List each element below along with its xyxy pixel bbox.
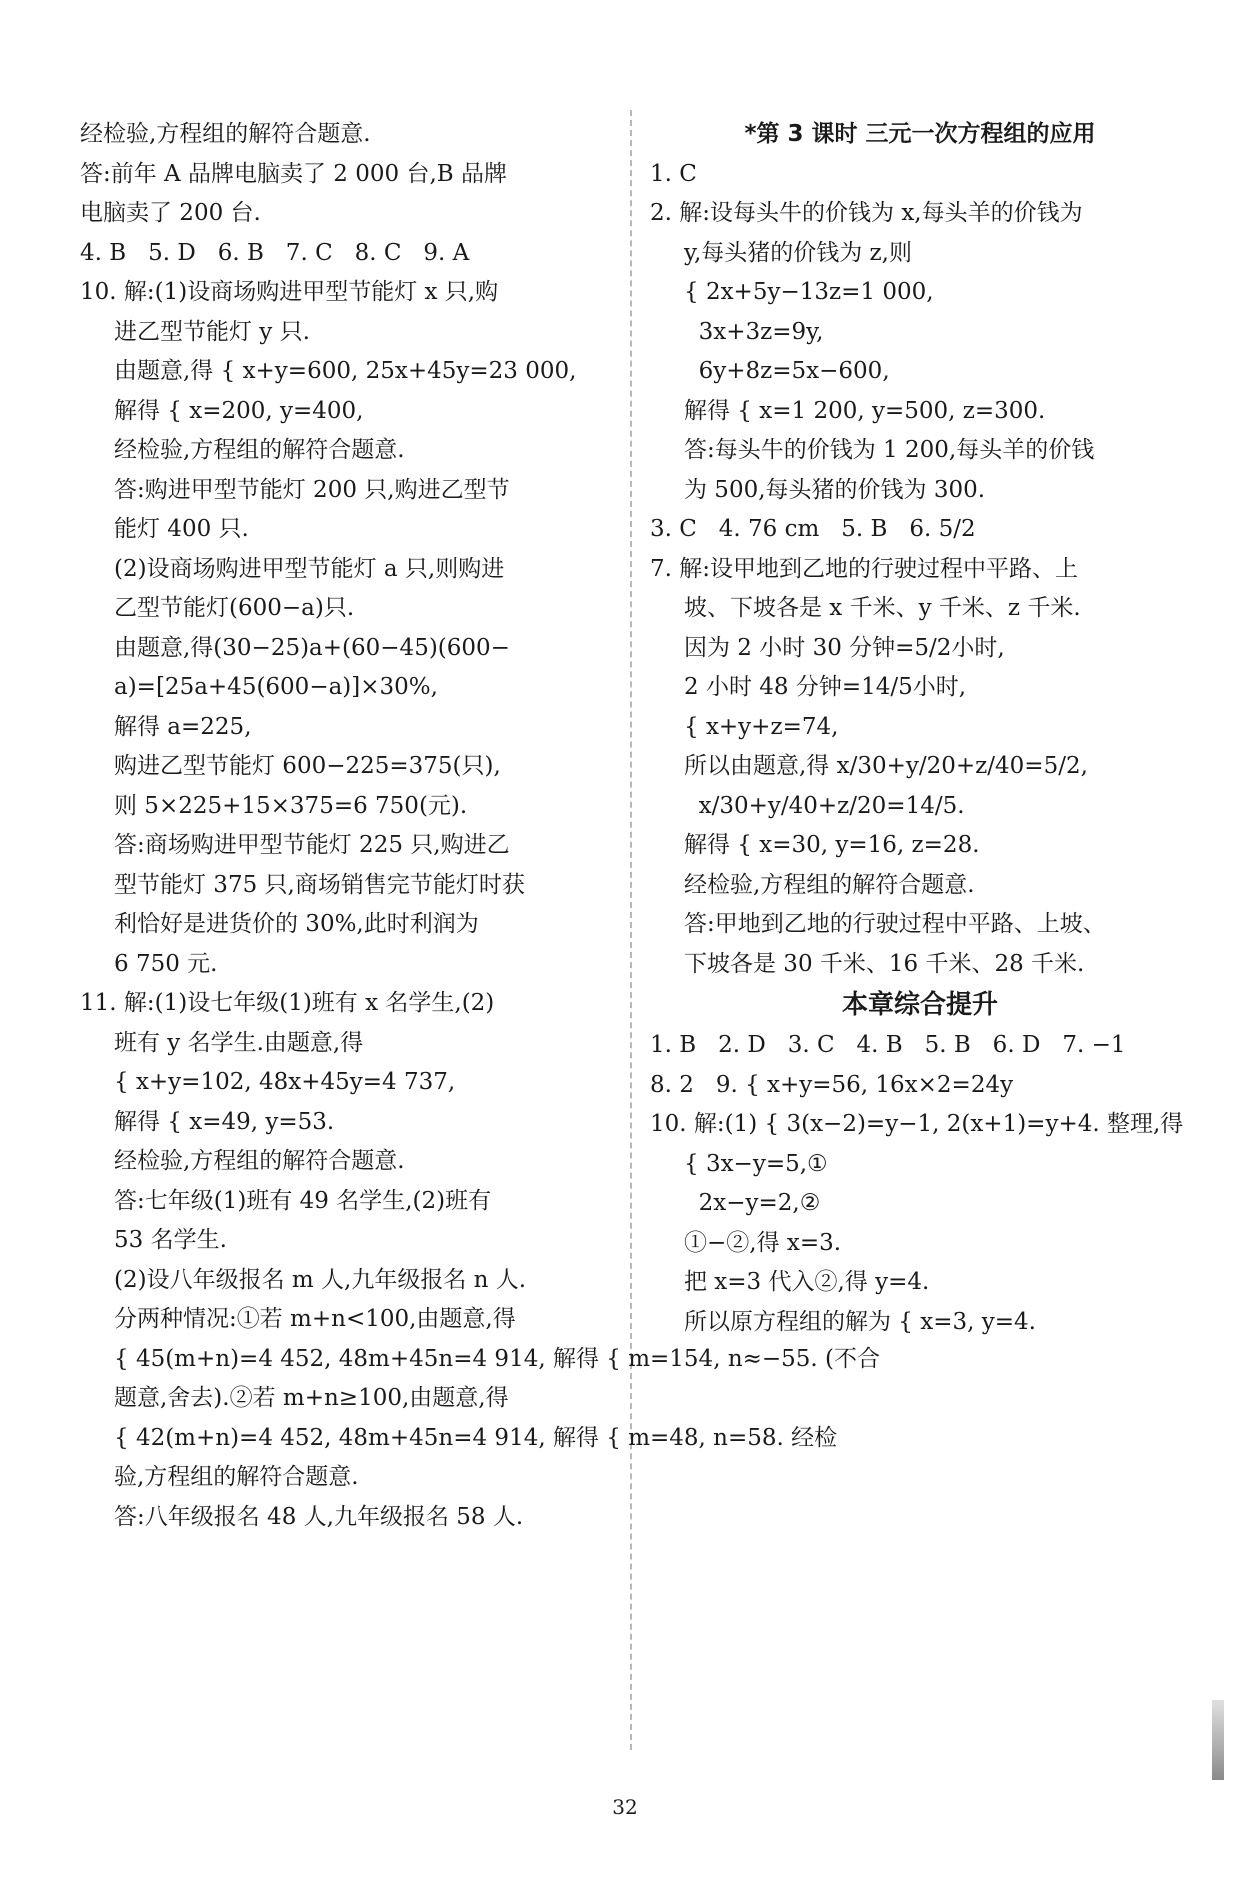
text-line: 答:前年 A 品牌电脑卖了 2 000 台,B 品牌 [80,160,507,187]
text-line: 53 名学生. [114,1227,227,1253]
text-line: 7. 解:设甲地到乙地的行驶过程中平路、上 [650,555,1079,582]
column-divider [630,110,632,1750]
text-line: 分两种情况:①若 m+n<100,由题意,得 [114,1306,516,1332]
text-line: 由题意,得(30−25)a+(60−45)(600− [114,634,510,661]
text-line: 4. B 5. D 6. B 7. C 8. C 9. A [80,239,470,266]
text-line: 坡、下坡各是 x 千米、y 千米、z 千米. [684,595,1081,621]
text-line: 乙型节能灯(600−a)只. [114,595,355,621]
section-title: *第 3 课时 三元一次方程组的应用 [744,121,1096,147]
text-line: 答:购进甲型节能灯 200 只,购进乙型节 [114,476,510,503]
text-line: 解得 { x=49, y=53. [114,1108,335,1135]
text-line: (2)设八年级报名 m 人,九年级报名 n 人. [114,1266,527,1293]
text-line: 下坡各是 30 千米、16 千米、28 千米. [684,950,1085,977]
text-line: 由题意,得 { x+y=600, 25x+45y=23 000, [114,358,577,384]
text-line: 能灯 400 只. [114,516,249,542]
text-line: 题意,舍去).②若 m+n≥100,由题意,得 [114,1385,509,1411]
text-line: 购进乙型节能灯 600−225=375(只), [114,753,501,779]
text-line: 答:七年级(1)班有 49 名学生,(2)班有 [114,1187,492,1214]
text-line: 解得 { x=200, y=400, [114,397,364,424]
text-line: 经检验,方程组的解符合题意. [80,121,371,147]
text-line: 2x−y=2,② [684,1190,821,1216]
page-edge-shadow [1212,1700,1224,1780]
text-line: 经检验,方程组的解符合题意. [114,437,405,463]
text-line: { 42(m+n)=4 452, 48m+45n=4 914, 解得 { m=48, n=58. 经检 [114,1424,838,1451]
text-line: 2 小时 48 分钟=14/5小时, [684,674,967,700]
text-line: a)=[25a+45(600−a)]×30%, [114,674,438,700]
text-line: 10. 解:(1)设商场购进甲型节能灯 x 只,购 [80,279,499,305]
text-line: 答:八年级报名 48 人,九年级报名 58 人. [114,1503,524,1530]
text-line: 利恰好是进货价的 30%,此时利润为 [114,911,479,937]
text-line: { x+y=102, 48x+45y=4 737, [114,1069,456,1095]
text-line: { 45(m+n)=4 452, 48m+45n=4 914, 解得 { m=154, n≈−55. (不合 [114,1345,881,1372]
text-line: 答:每头牛的价钱为 1 200,每头羊的价钱 [684,437,1095,463]
text-line: 电脑卖了 200 台. [80,200,261,226]
text-line: 6y+8z=5x−600, [684,358,890,384]
text-line: 解得 { x=1 200, y=500, z=300. [684,397,1046,424]
text-line: 所以由题意,得 x/30+y/20+z/40=5/2, [684,753,1088,779]
text-line: 解得 a=225, [114,713,252,740]
text-line: 1. B 2. D 3. C 4. B 5. B 6. D 7. −1 [650,1032,1126,1058]
text-line: 答:商场购进甲型节能灯 225 只,购进乙 [114,832,510,858]
text-line: x/30+y/40+z/20=14/5. [684,792,965,819]
text-line: { x+y+z=74, [684,713,839,740]
text-line: 答:甲地到乙地的行驶过程中平路、上坡、 [684,911,1106,937]
text-line: 经检验,方程组的解符合题意. [684,871,975,898]
text-line: ①−②,得 x=3. [684,1229,842,1256]
text-line: 进乙型节能灯 y 只. [114,318,310,345]
text-line: 8. 2 9. { x+y=56, 16x×2=24y [650,1071,1014,1098]
text-line: { 2x+5y−13z=1 000, [684,279,934,305]
text-line: 把 x=3 代入②,得 y=4. [684,1269,930,1295]
text-line: 3. C 4. 76 cm 5. B 6. 5/2 [650,516,976,542]
text-line: 则 5×225+15×375=6 750(元). [114,792,468,819]
text-line: 11. 解:(1)设七年级(1)班有 x 名学生,(2) [80,990,495,1016]
text-line: y,每头猪的价钱为 z,则 [684,239,912,266]
text-line: 为 500,每头猪的价钱为 300. [684,476,986,503]
text-line: 1. C [650,160,697,187]
page-number: 32 [612,1795,638,1819]
text-line: 验,方程组的解符合题意. [114,1464,359,1490]
text-line: 6 750 元. [114,950,218,977]
text-line: 所以原方程组的解为 { x=3, y=4. [684,1308,1036,1335]
text-line: 经检验,方程组的解符合题意. [114,1148,405,1174]
text-line: (2)设商场购进甲型节能灯 a 只,则购进 [114,555,505,582]
chapter-title: 本章综合提升 [841,990,998,1020]
text-line: 型节能灯 375 只,商场销售完节能灯时获 [114,871,525,898]
text-line: 3x+3z=9y, [684,318,824,345]
text-line: 解得 { x=30, y=16, z=28. [684,832,980,858]
text-line: { 3x−y=5,① [684,1150,828,1177]
text-line: 10. 解:(1) { 3(x−2)=y−1, 2(x+1)=y+4. 整理,得 [650,1111,1184,1137]
right-column [650,115,1190,1342]
text-line: 因为 2 小时 30 分钟=5/2小时, [684,634,1005,661]
text-line: 班有 y 名学生.由题意,得 [114,1029,364,1056]
text-line: 2. 解:设每头牛的价钱为 x,每头羊的价钱为 [650,200,1083,226]
